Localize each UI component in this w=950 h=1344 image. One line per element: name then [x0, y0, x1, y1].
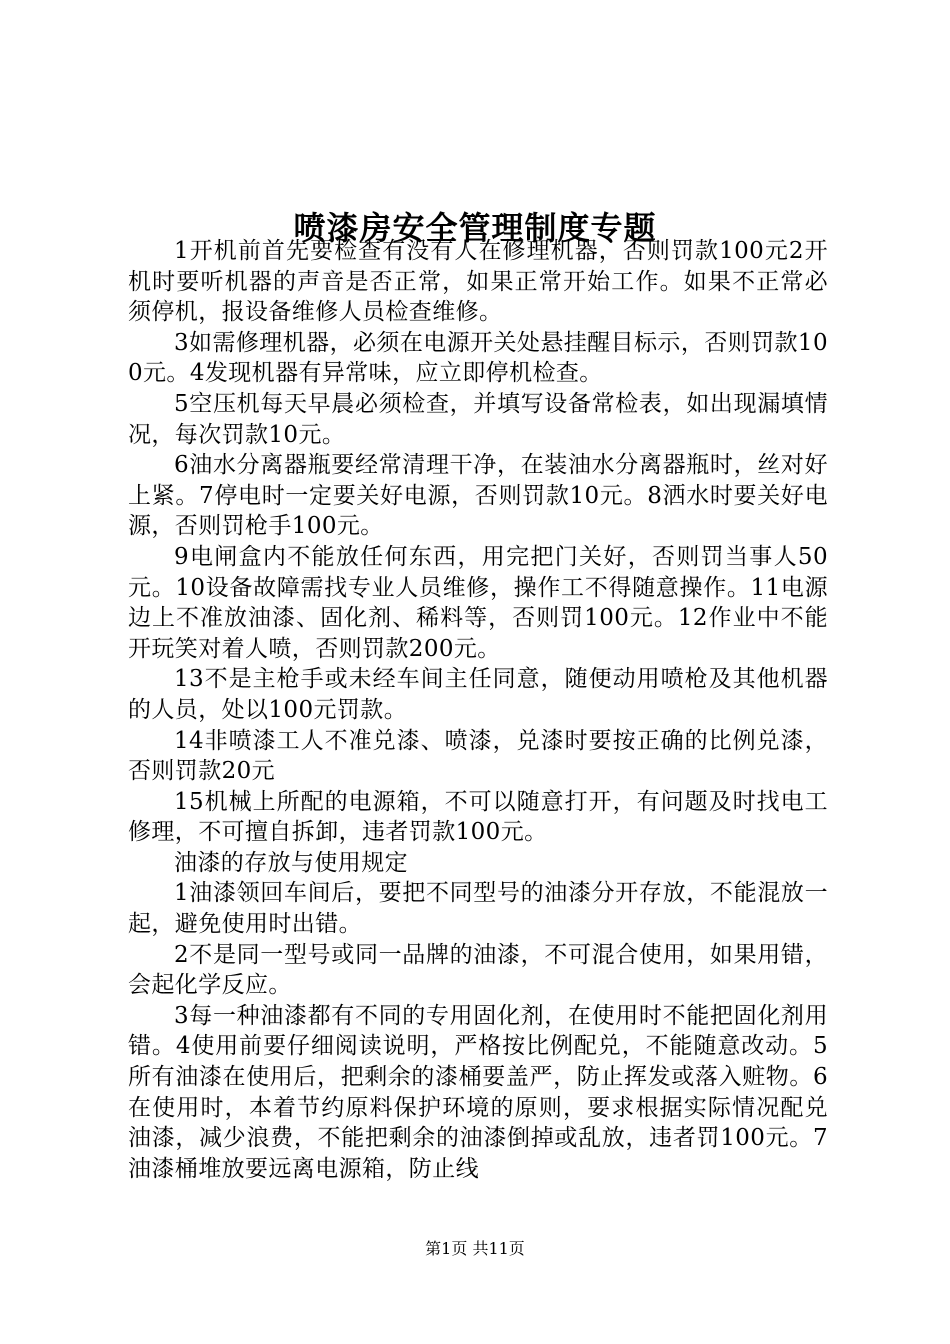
section-heading: 油漆的存放与使用规定	[174, 849, 408, 876]
document-title: 喷漆房安全管理制度专题	[293, 209, 657, 248]
paragraph: 13不是主枪手或未经车间主任同意，随便动用喷枪及其他机器的人员，处以100元罚款。	[128, 666, 828, 723]
paragraph: 3如需修理机器，必须在电源开关处悬挂醒目标示，否则罚款100元。4发现机器有异常味，应立即停机检查。	[128, 329, 828, 387]
page-number-footer: 第1页 共11页	[425, 1239, 525, 1258]
paragraph: 14非喷漆工人不准兑漆、喷漆，兑漆时要按正确的比例兑漆，否则罚款20元	[128, 727, 828, 785]
paragraph: 3每一种油漆都有不同的专用固化剂，在使用时不能把固化剂用错。4使用前要仔细阅读说明，严格按比例配兑，不能随意改动。5所有油漆在使用后，把剩余的漆桶要盖严，防止挥发或落入赃物。6在使用时，本着节约原料保护环境的原则，要求根据实际情况配兑油漆，减少浪费，不能把剩余的油漆倒掉或乱放，违者罚100元。7油漆桶堆放要远离电源箱，防止线	[128, 1002, 828, 1182]
paragraph: 15机械上所配的电源箱，不可以随意打开，有问题及时找电工修理，不可擅自拆卸，违者罚款100元。	[128, 788, 828, 846]
paragraph: 1开机前首先要检查有没有人在修理机器，否则罚款100元2开机时要听机器的声音是否正常，如果正常开始工作。如果不正常必须停机，报设备维修人员检查维修。	[128, 238, 828, 326]
paragraph: 5空压机每天早晨必须检查，并填写设备常检表，如出现漏填情况，每次罚款10元。	[128, 390, 828, 448]
paragraph: 6油水分离器瓶要经常清理干净，在装油水分离器瓶时，丝对好上紧。7停电时一定要关好电源，否则罚款10元。8洒水时要关好电源，否则罚枪手100元。	[128, 452, 828, 540]
paragraph: 1油漆领回车间后，要把不同型号的油漆分开存放，不能混放一起，避免使用时出错。	[128, 880, 828, 938]
document-body	[128, 236, 828, 1184]
paragraph: 9电闸盒内不能放任何东西，用完把门关好，否则罚当事人50元。10设备故障需找专业人员维修，操作工不得随意操作。11电源边上不准放油漆、固化剂、稀料等，否则罚100元。12作业中不能开玩笑对着人喷，否则罚款200元。	[128, 543, 828, 662]
paragraph: 2不是同一型号或同一品牌的油漆，不可混合使用，如果用错，会起化学反应。	[128, 941, 828, 999]
